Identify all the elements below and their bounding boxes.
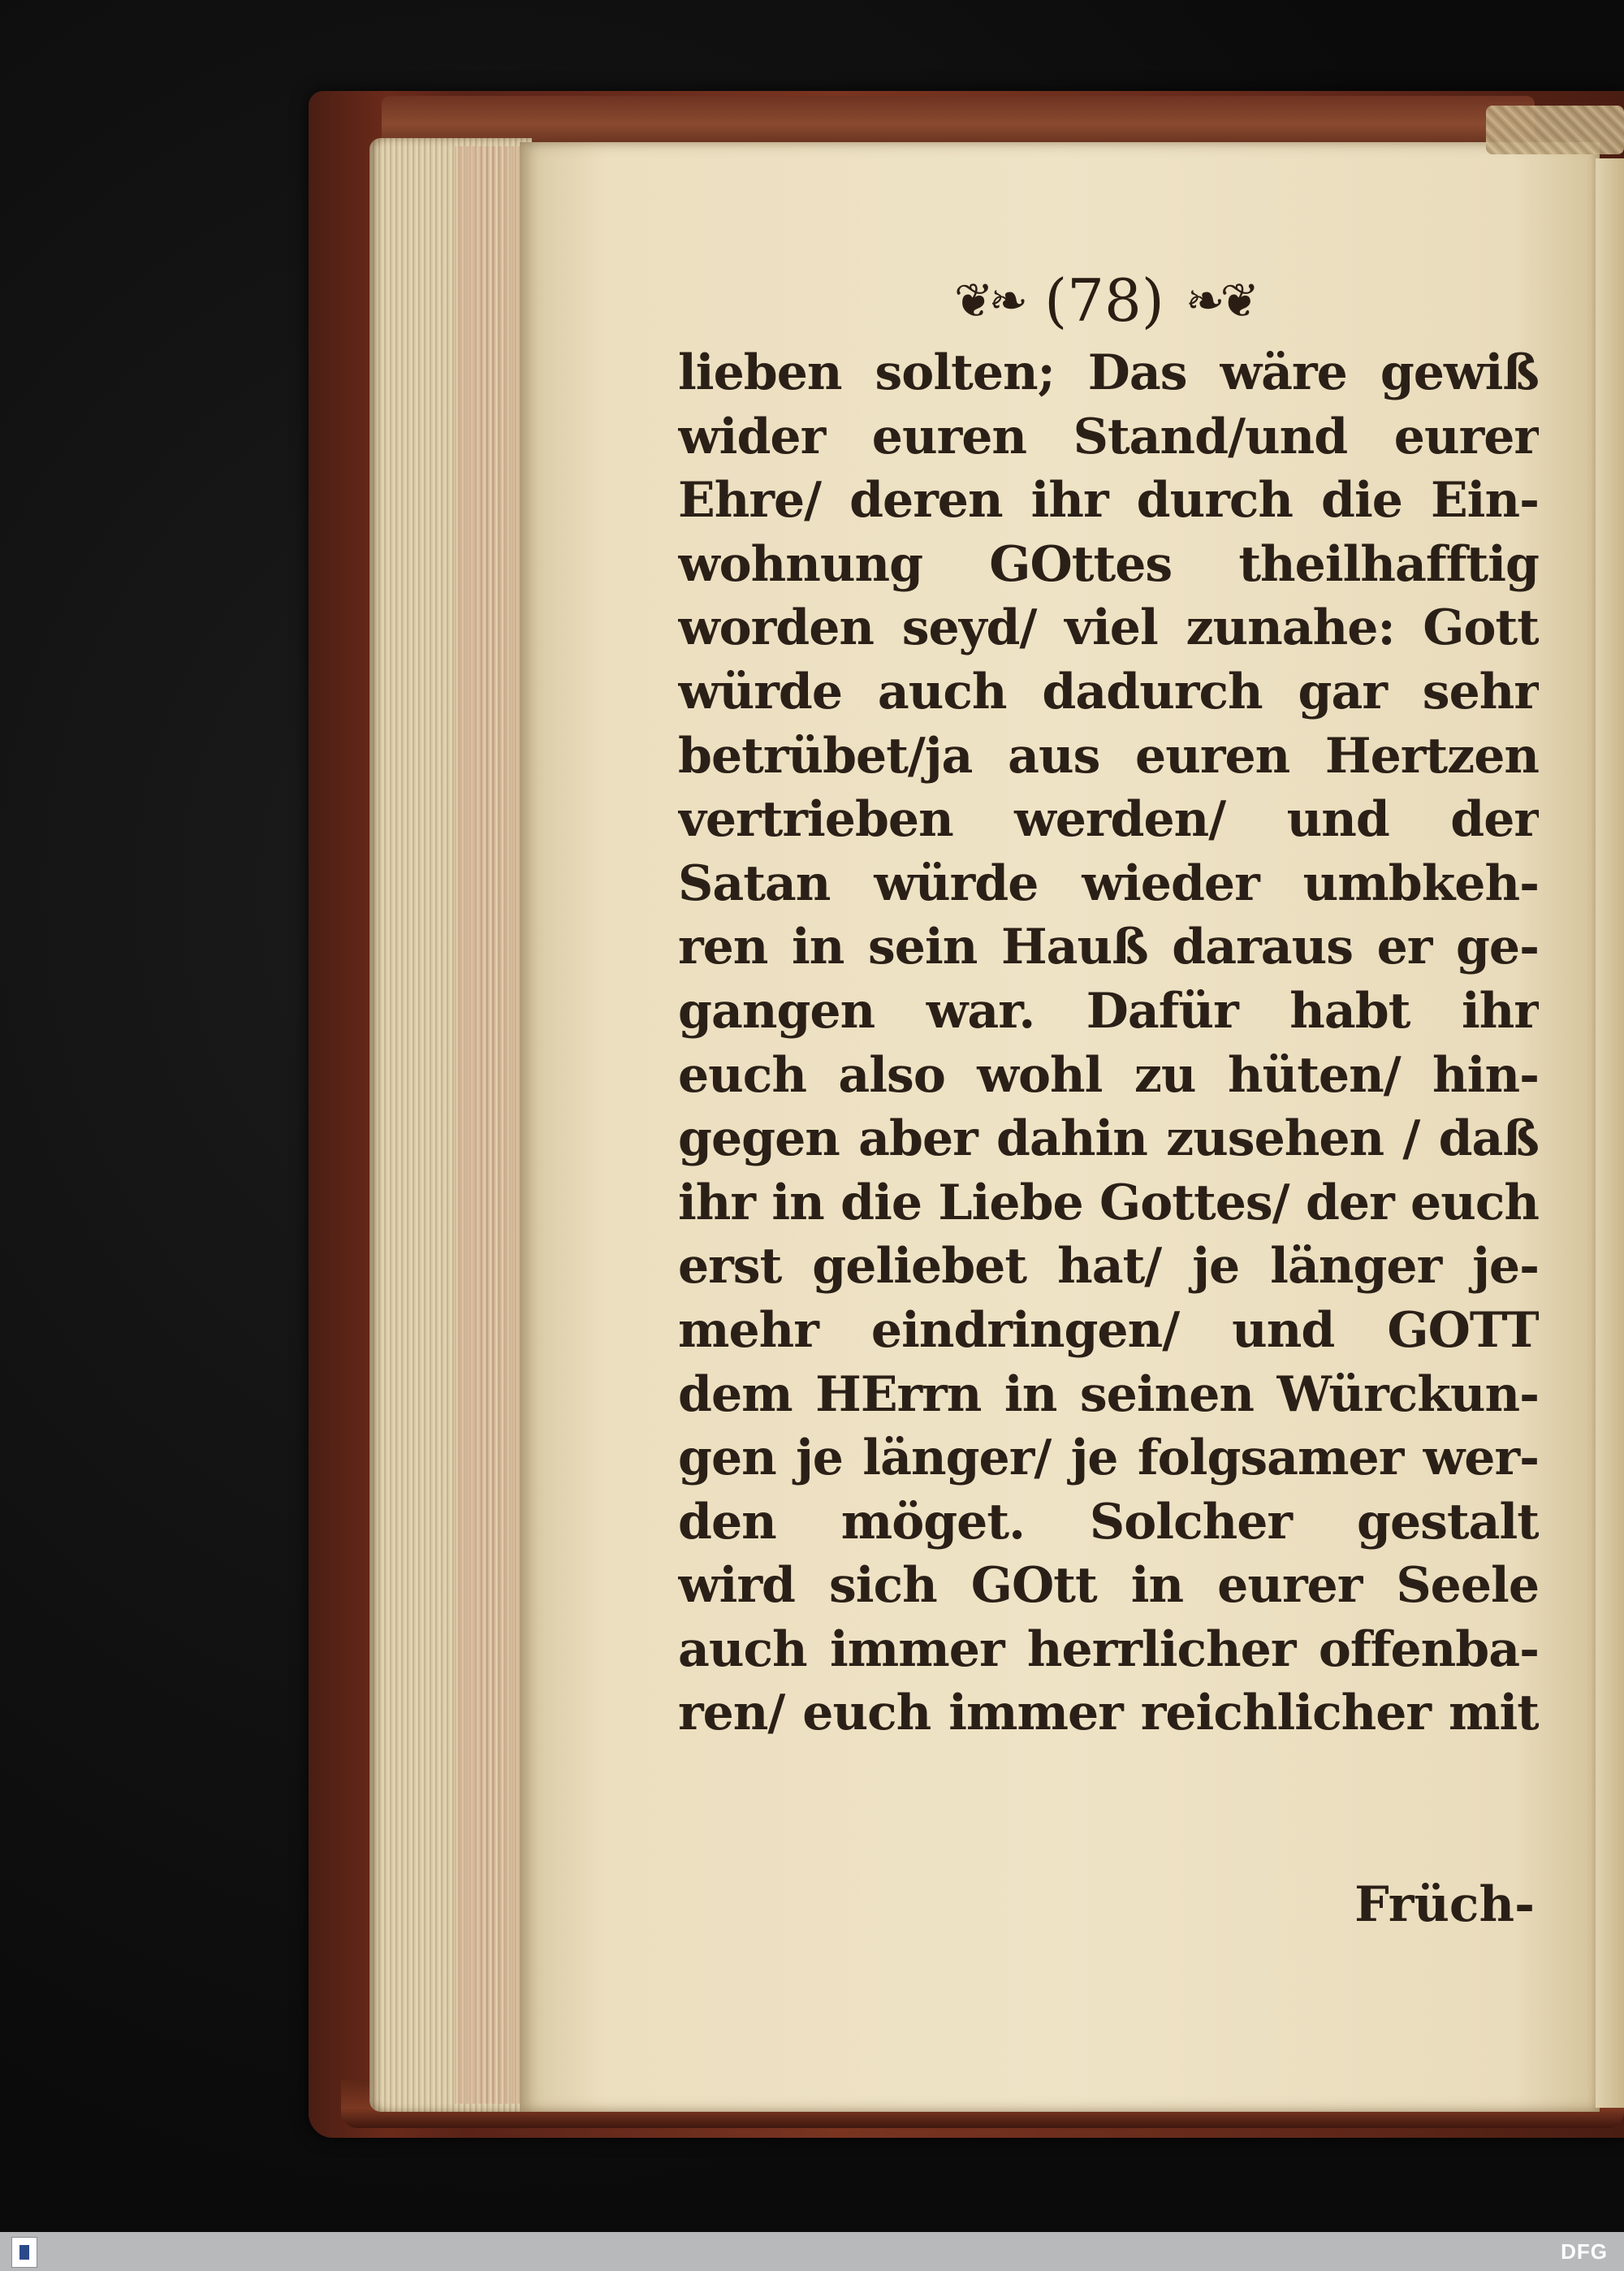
- dfg-logo[interactable]: DFG: [1561, 2239, 1608, 2264]
- text-line: betrübet/ja aus euren Hertzen: [678, 727, 1539, 785]
- page-number: (78): [1044, 266, 1164, 335]
- text-line: wider euren Stand/und eurer: [678, 408, 1539, 465]
- text-line: wird sich GOtt in eurer Seele: [678, 1557, 1539, 1615]
- page-stack-edge: [455, 146, 528, 2104]
- text-line: ihr in die Liebe Gottes/ der euch: [678, 1174, 1539, 1231]
- ornament-right-icon: ❧❦: [1185, 273, 1255, 328]
- text-line: euch also wohl zu hüten/ hin-: [678, 1046, 1539, 1104]
- library-logo-icon[interactable]: [11, 2237, 37, 2268]
- text-line: erst geliebet hat/ je länger je-: [678, 1238, 1539, 1296]
- ornament-left-icon: ❦❧: [953, 273, 1024, 328]
- text-line: wohnung GOttes theilhafftig: [678, 535, 1539, 593]
- text-line: gen je länger/ je folgsamer wer-: [678, 1430, 1539, 1487]
- text-line: würde auch dadurch gar sehr: [678, 663, 1539, 720]
- catchword: Früch-: [1354, 1876, 1535, 1933]
- bookmark-ribbon: [1486, 106, 1624, 154]
- text-line: mehr eindringen/ und GOTT: [678, 1301, 1539, 1359]
- text-line: auch immer herrlicher offenba-: [678, 1620, 1539, 1678]
- text-line: lieben solten; Das wäre gewiß: [678, 344, 1539, 401]
- viewer-footer: [0, 2232, 1624, 2271]
- text-line: gegen aber dahin zusehen / daß: [678, 1110, 1539, 1168]
- text-line: vertrieben werden/ und der: [678, 791, 1539, 849]
- text-line: ren/ euch immer reichlicher mit: [678, 1685, 1539, 1742]
- text-line: worden seyd/ viel zunahe: Gott: [678, 599, 1539, 657]
- page-text: [678, 341, 1539, 1745]
- text-line: ren in sein Hauß daraus er ge-: [678, 919, 1539, 976]
- text-line: den möget. Solcher gestalt: [678, 1493, 1539, 1551]
- text-line: dem HErrn in seinen Würckun-: [678, 1365, 1539, 1423]
- text-line: Ehre/ deren ihr durch die Ein-: [678, 472, 1539, 530]
- page-right-edge: [1596, 158, 1624, 2108]
- page-header: [909, 256, 1299, 345]
- text-line: Satan würde wieder umbkeh-: [678, 854, 1539, 912]
- text-line: gangen war. Dafür habt ihr: [678, 982, 1539, 1040]
